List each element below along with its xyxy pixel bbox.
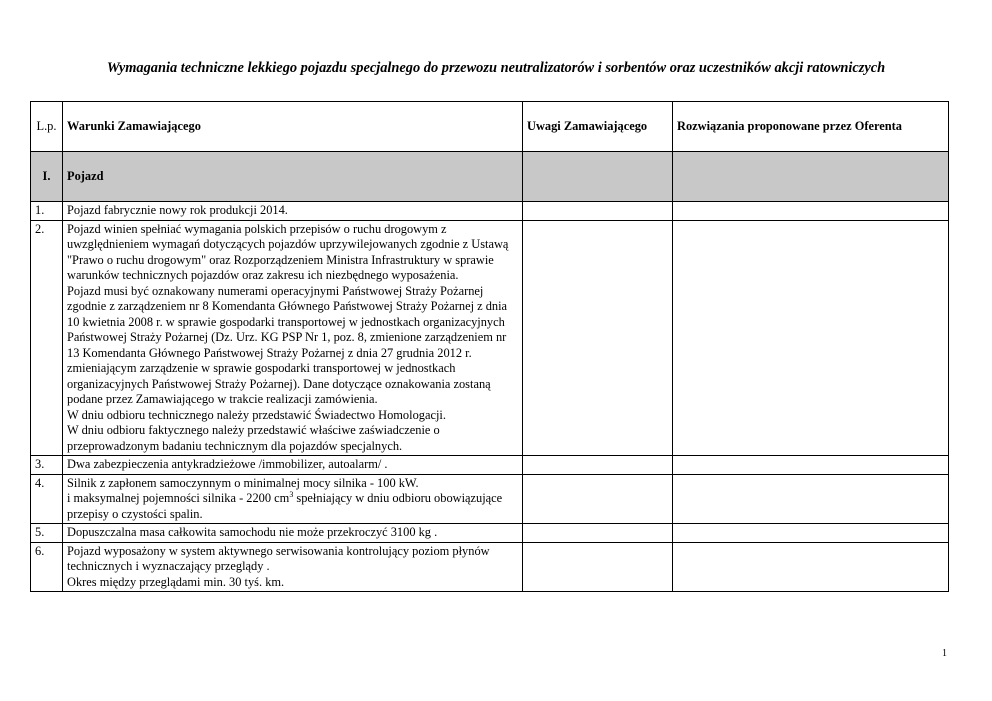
row-remarks-cell[interactable] bbox=[523, 542, 673, 592]
table-row bbox=[31, 474, 949, 524]
section-solutions-cell bbox=[673, 152, 949, 202]
row-conditions bbox=[63, 474, 523, 524]
section-number: I. bbox=[31, 152, 63, 202]
table-row bbox=[31, 524, 949, 543]
condition-text: Silnik z zapłonem samoczynnym o minimalnej mocy silnika - 100 kW. bbox=[67, 475, 419, 490]
condition-text: Pojazd musi być oznakowany numerami operacyjnymi Państwowej Straży Pożarnej zgodnie z zarządzeniem nr 8 Komendanta Głównego Państwowej Straży Pożarnej z dnia 10 kwietnia 2008 r. w sprawie gospodarki transportowej w jednostkach organizacyjnych Państwowej Straży Pożarnej (Dz. Urz. KG PSP Nr 1, poz. 8, zmienione zarządzeniem nr 13 Komendanta Głównego Państwowej Straży Pożarnej z dnia 27 grudnia 2012 r. zmieniającym zarządzenie w sprawie gospodarki transportowej w jednostkach organizacyjnych Państwowej Straży Pożarnej). Dane dotyczące oznakowania zostaną podane przez Zamawiającego w trakcie realizacji zamówienia. bbox=[67, 283, 508, 406]
row-remarks-cell[interactable] bbox=[523, 220, 673, 456]
row-solutions-cell[interactable] bbox=[673, 542, 949, 592]
row-solutions-cell[interactable] bbox=[673, 202, 949, 221]
row-number: 1. bbox=[31, 202, 63, 221]
condition-text: Dwa zabezpieczenia antykradzieżowe /immobilizer, autoalarm/ . bbox=[67, 457, 388, 471]
capacity-superscript: 3 bbox=[289, 489, 294, 499]
header-lp: L.p. bbox=[31, 102, 63, 152]
table-row bbox=[31, 542, 949, 592]
condition-text: Pojazd wyposażony w system aktywnego serwisowania kontrolujący poziom płynów technicznych i wyznaczający przeglądy . bbox=[67, 543, 490, 573]
row-number: 3. bbox=[31, 456, 63, 475]
table-header-row bbox=[31, 102, 949, 152]
row-conditions bbox=[63, 542, 523, 592]
page-number: 1 bbox=[942, 648, 947, 659]
capacity-post: spełniający w dniu odbioru obowiązujące przepisy o czystości spalin. bbox=[67, 491, 503, 521]
row-solutions-cell[interactable] bbox=[673, 456, 949, 475]
table-row bbox=[31, 456, 949, 475]
condition-text: Pojazd winien spełniać wymagania polskich przepisów o ruchu drogowym z uwzględnieniem wymagań dotyczących pojazdów uprzywilejowanych zgodnie z Ustawą "Prawo o ruchu drogowym" oraz Rozporządzeniem Ministra Infrastruktury w sprawie warunków technicznych pojazdów oraz zakresu ich niezbędnego wyposażenia. bbox=[67, 221, 509, 282]
row-solutions-cell[interactable] bbox=[673, 474, 949, 524]
row-solutions-cell[interactable] bbox=[673, 220, 949, 456]
section-remarks-cell bbox=[523, 152, 673, 202]
row-conditions bbox=[63, 220, 523, 456]
condition-text: Dopuszczalna masa całkowita samochodu nie może przekroczyć 3100 kg . bbox=[67, 525, 438, 539]
requirements-table bbox=[30, 101, 949, 592]
header-solutions: Rozwiązania proponowane przez Oferenta bbox=[673, 102, 949, 152]
row-number: 2. bbox=[31, 220, 63, 456]
document-title: Wymagania techniczne lekkiego pojazdu specjalnego do przewozu neutralizatorów i sorbentów oraz uczestników akcji ratowniczych bbox=[106, 60, 886, 76]
section-label: Pojazd bbox=[63, 152, 523, 202]
row-remarks-cell[interactable] bbox=[523, 474, 673, 524]
row-remarks-cell[interactable] bbox=[523, 524, 673, 543]
row-conditions bbox=[63, 456, 523, 475]
row-conditions bbox=[63, 524, 523, 543]
row-solutions-cell[interactable] bbox=[673, 524, 949, 543]
condition-text: W dniu odbioru faktycznego należy przedstawić właściwe zaświadczenie o przeprowadzonym badaniu technicznym dla pojazdów specjalnych. bbox=[67, 423, 440, 453]
row-number: 6. bbox=[31, 542, 63, 592]
row-conditions bbox=[63, 202, 523, 221]
header-remarks: Uwagi Zamawiającego bbox=[523, 102, 673, 152]
condition-text: Okres między przeglądami min. 30 tyś. km. bbox=[67, 574, 285, 589]
row-number: 4. bbox=[31, 474, 63, 524]
row-number: 5. bbox=[31, 524, 63, 543]
capacity-text bbox=[67, 491, 518, 522]
table-row bbox=[31, 202, 949, 221]
table-row bbox=[31, 220, 949, 456]
header-conditions: Warunki Zamawiającego bbox=[63, 102, 523, 152]
capacity-pre: i maksymalnej pojemności silnika - 2200 cm bbox=[67, 491, 290, 505]
row-remarks-cell[interactable] bbox=[523, 456, 673, 475]
condition-text: Pojazd fabrycznie nowy rok produkcji 2014. bbox=[67, 203, 288, 217]
section-row bbox=[31, 152, 949, 202]
condition-text: W dniu odbioru technicznego należy przedstawić Świadectwo Homologacji. bbox=[67, 407, 446, 422]
row-remarks-cell[interactable] bbox=[523, 202, 673, 221]
